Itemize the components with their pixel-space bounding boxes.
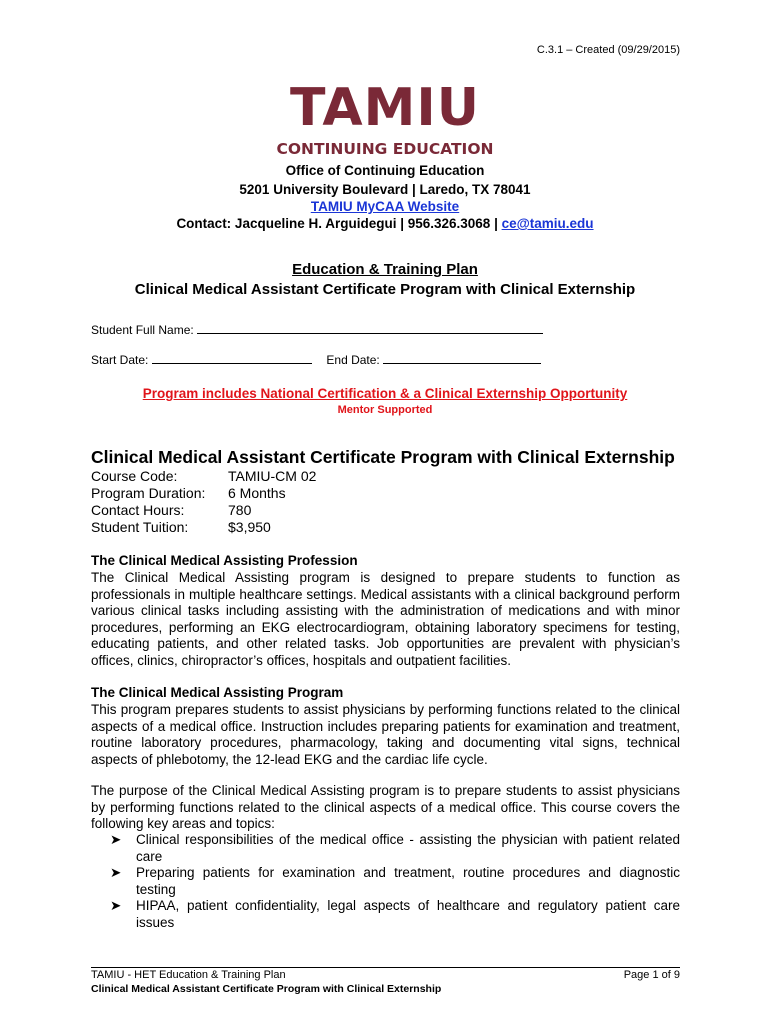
start-date-blank[interactable] [152, 352, 312, 364]
page-number: Page 1 of 9 [623, 969, 680, 981]
list-item [110, 898, 680, 931]
program-text: This program prepares students to assist physicians by performing functions related to the clinical aspects of a medical office. Instruction includes preparing patients for examination and treatment, routine laboratory procedures, pharmacology, taking and documenting vital signs, technical aspects of phlebotomy, the 12-lead EKG and the cardiac life cycle. [91, 702, 680, 767]
detail-label: Course Code: [91, 468, 178, 484]
detail-value: 780 [228, 502, 252, 518]
list-item-text: HIPAA, patient confidentiality, legal aspects of healthcare and regulatory patient care issues [136, 898, 680, 930]
footer-line1: TAMIU - HET Education & Training Plan [91, 969, 286, 981]
end-date-label: End Date: [326, 353, 380, 367]
arrow-bullet-icon: ➤ [110, 832, 122, 847]
version-note: C.3.1 – Created (09/29/2015) [536, 44, 680, 56]
plan-subtitle: Clinical Medical Assistant Certificate Program with Clinical Externship [134, 281, 636, 298]
certification-highlight: Program includes National Certification & a Clinical Externship Opportunity [142, 386, 628, 401]
detail-row [91, 468, 316, 485]
student-name-blank[interactable] [197, 322, 543, 334]
profession-text: The Clinical Medical Assisting program is designed to prepare students to function as professionals in multiple healthcare settings. Medical assistants with a clinical background perform various clinical tasks including assisting with the administration of medications and with minor procedures, performing an EKG electrocardiogram, obtaining laboratory specimens for testing, educating patients, and other related tasks. Job opportunities are prevalent with physician’s offices, clinics, chiropractor’s offices, hospitals and outpatient facilities. [91, 570, 680, 668]
date-fields [91, 352, 541, 367]
detail-value: TAMIU-CM 02 [228, 468, 317, 484]
student-name-field[interactable] [91, 322, 543, 337]
tamiu-logo-subtitle: CONTINUING EDUCATION [276, 140, 494, 158]
list-item-text: Preparing patients for examination and treatment, routine procedures and diagnostic testing [136, 865, 680, 897]
topics-list [110, 832, 680, 931]
mycaa-website-link-text[interactable]: TAMIU MyCAA Website [310, 199, 460, 214]
office-address: 5201 University Boulevard | Laredo, TX 78041 [239, 182, 531, 197]
list-item-text: Clinical responsibilities of the medical office - assisting the physician with patient related care [136, 832, 680, 864]
purpose-text: The purpose of the Clinical Medical Assisting program is to prepare students to assist physicians by performing functions related to the clinical aspects of a medical office. This course covers the following key areas and topics: [91, 783, 680, 831]
detail-value: $3,950 [228, 519, 271, 535]
mycaa-website-link[interactable] [0, 198, 770, 216]
detail-row [91, 519, 271, 536]
mentor-supported: Mentor Supported [337, 404, 433, 416]
detail-label: Student Tuition: [91, 519, 189, 535]
footer-divider [91, 967, 680, 968]
list-item [110, 832, 680, 865]
email-link[interactable]: ce@tamiu.edu [501, 216, 594, 231]
detail-label: Contact Hours: [91, 502, 185, 518]
detail-row [91, 502, 251, 519]
course-title: Clinical Medical Assistant Certificate Program with Clinical Externship [91, 447, 675, 467]
contact-line [0, 215, 770, 233]
program-heading: The Clinical Medical Assisting Program [91, 685, 344, 700]
list-item [110, 865, 680, 898]
arrow-bullet-icon: ➤ [110, 898, 122, 913]
profession-heading: The Clinical Medical Assisting Profession [91, 553, 358, 568]
detail-label: Program Duration: [91, 485, 206, 501]
end-date-blank[interactable] [383, 352, 541, 364]
student-name-label: Student Full Name: [91, 323, 194, 337]
office-name: Office of Continuing Education [285, 163, 485, 178]
plan-title: Education & Training Plan [292, 261, 478, 278]
start-date-label: Start Date: [91, 353, 149, 367]
detail-value: 6 Months [228, 485, 286, 501]
tamiu-logo: TAMIU [290, 78, 480, 138]
arrow-bullet-icon: ➤ [110, 865, 122, 880]
footer-line2: Clinical Medical Assistant Certificate Program with Clinical Externship [91, 983, 442, 995]
contact-text: Contact: Jacqueline H. Arguidegui | 956.326.3068 | [176, 216, 502, 231]
detail-row [91, 485, 286, 502]
